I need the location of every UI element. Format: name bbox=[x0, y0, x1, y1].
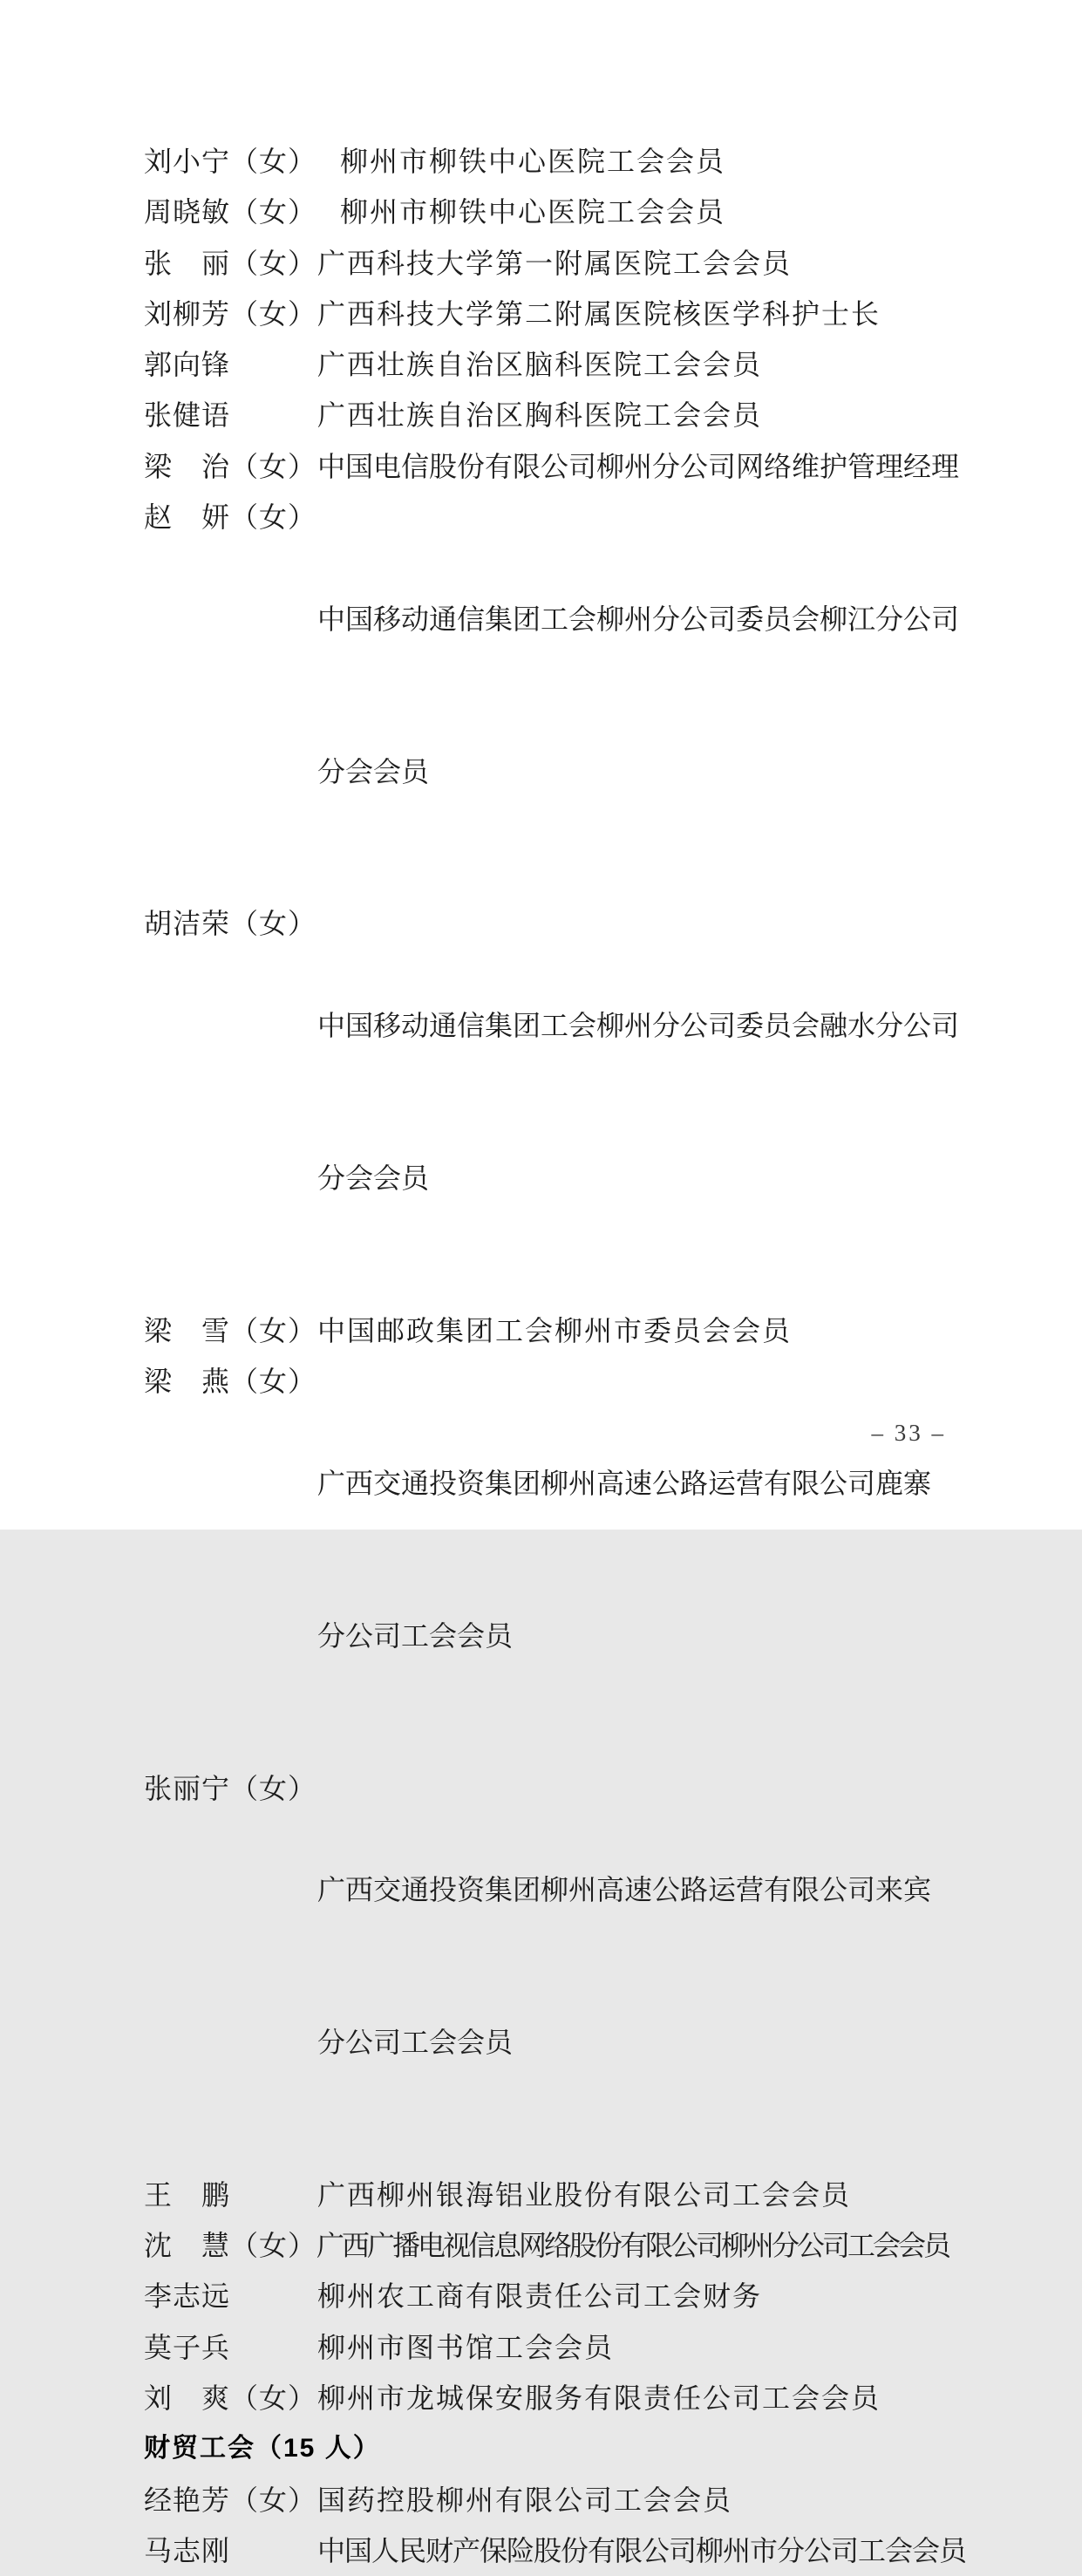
member-name: 莫子兵 bbox=[144, 2331, 231, 2363]
member-name: 马志刚 bbox=[144, 2534, 231, 2566]
member-name: 刘 爽（女） bbox=[144, 2382, 317, 2415]
member-entry bbox=[144, 1356, 981, 1762]
member-affiliation-line: 中国人民财产保险股份有限公司柳州市分公司工会会员 bbox=[317, 2534, 967, 2566]
member-name: 张丽宁（女） bbox=[144, 1772, 317, 1804]
member-entry bbox=[144, 187, 981, 237]
member-affiliation-line: 广西科技大学第二附属医院核医学科护士长 bbox=[317, 297, 881, 330]
member-affiliation-line: 中国邮政集团工会柳州市委员会会员 bbox=[317, 1314, 793, 1346]
member-name: 刘柳芳（女） bbox=[144, 297, 317, 330]
member-name: 张 丽（女） bbox=[144, 247, 317, 279]
member-entry bbox=[144, 2322, 981, 2373]
member-affiliation-line: 分会会员 bbox=[317, 1162, 430, 1194]
member-affiliation-line: 广西柳州银海铝业股份有限公司工会会员 bbox=[317, 2178, 852, 2211]
member-name: 赵 妍（女） bbox=[144, 501, 317, 534]
member-name: 梁 雪（女） bbox=[144, 1314, 317, 1346]
member-entry bbox=[144, 238, 981, 289]
member-entry bbox=[144, 2373, 981, 2423]
section-heading: 财贸工会（15 人） bbox=[144, 2434, 381, 2464]
member-entry bbox=[144, 289, 981, 339]
member-name: 周晓敏（女） bbox=[144, 196, 317, 228]
member-entry bbox=[144, 390, 981, 440]
member-name: 经艳芳（女） bbox=[144, 2484, 317, 2516]
member-affiliation-line: 柳州市图书馆工会会员 bbox=[317, 2331, 615, 2363]
member-entry bbox=[144, 2475, 981, 2525]
member-entry bbox=[144, 339, 981, 390]
member-name: 梁 燕（女） bbox=[144, 1366, 317, 1398]
member-name: 刘小宁（女） bbox=[144, 146, 317, 177]
member-affiliation-line: 广西壮族自治区脑科医院工会会员 bbox=[317, 349, 763, 381]
member-name: 沈 慧（女） bbox=[144, 2230, 317, 2262]
member-affiliation-line: 分公司工会会员 bbox=[317, 1619, 514, 1652]
member-list bbox=[144, 136, 981, 2576]
member-affiliation-line: 柳州农工商有限责任公司工会财务 bbox=[317, 2280, 763, 2313]
member-name: 李志远 bbox=[144, 2280, 231, 2313]
member-affiliation-line: 柳州市柳铁中心医院工会会员 bbox=[340, 196, 726, 228]
member-affiliation-line: 分公司工会会员 bbox=[317, 2026, 514, 2058]
member-affiliation-line: 中国移动通信集团工会柳州分公司委员会融水分公司 bbox=[317, 1010, 960, 1042]
member-affiliation-line: 柳州市龙城保安服务有限责任公司工会会员 bbox=[317, 2382, 881, 2415]
member-entry bbox=[144, 136, 981, 187]
member-affiliation-line: 广西壮族自治区胸科医院工会会员 bbox=[317, 399, 763, 432]
member-entry bbox=[144, 898, 981, 1305]
member-affiliation-line: 柳州市柳铁中心医院工会会员 bbox=[340, 146, 726, 177]
member-affiliation-line: 广西交通投资集团柳州高速公路运营有限公司来宾 bbox=[317, 1874, 932, 1906]
member-entry bbox=[144, 2170, 981, 2220]
member-entry bbox=[144, 492, 981, 898]
member-name: 张健语 bbox=[144, 399, 231, 432]
member-name: 胡洁荣（女） bbox=[144, 908, 317, 940]
member-affiliation-line: 分会会员 bbox=[317, 755, 430, 787]
member-affiliation-line: 中国移动通信集团工会柳州分公司委员会柳江分公司 bbox=[317, 603, 960, 635]
member-entry bbox=[144, 2220, 981, 2271]
page-number: – 33 – bbox=[871, 1420, 946, 1446]
member-name: 郭向锋 bbox=[144, 349, 231, 381]
member-name: 王 鹏 bbox=[144, 2178, 231, 2211]
member-entry bbox=[144, 2525, 981, 2576]
member-affiliation-line: 广西交通投资集团柳州高速公路运营有限公司鹿寨 bbox=[317, 1467, 932, 1499]
member-affiliation-line: 国药控股柳州有限公司工会会员 bbox=[317, 2484, 733, 2516]
member-name: 梁 治（女） bbox=[144, 450, 317, 482]
member-affiliation-line: 广西科技大学第一附属医院工会会员 bbox=[317, 247, 793, 279]
member-entry bbox=[144, 2271, 981, 2321]
member-entry bbox=[144, 1305, 981, 1356]
member-entry bbox=[144, 441, 981, 492]
member-affiliation-line: 广西广播电视信息网络股份有限公司柳州分公司工会会员 bbox=[316, 2230, 949, 2262]
member-affiliation-line: 中国电信股份有限公司柳州分公司网络维护管理经理 bbox=[317, 450, 960, 482]
member-entry bbox=[144, 1763, 981, 2170]
